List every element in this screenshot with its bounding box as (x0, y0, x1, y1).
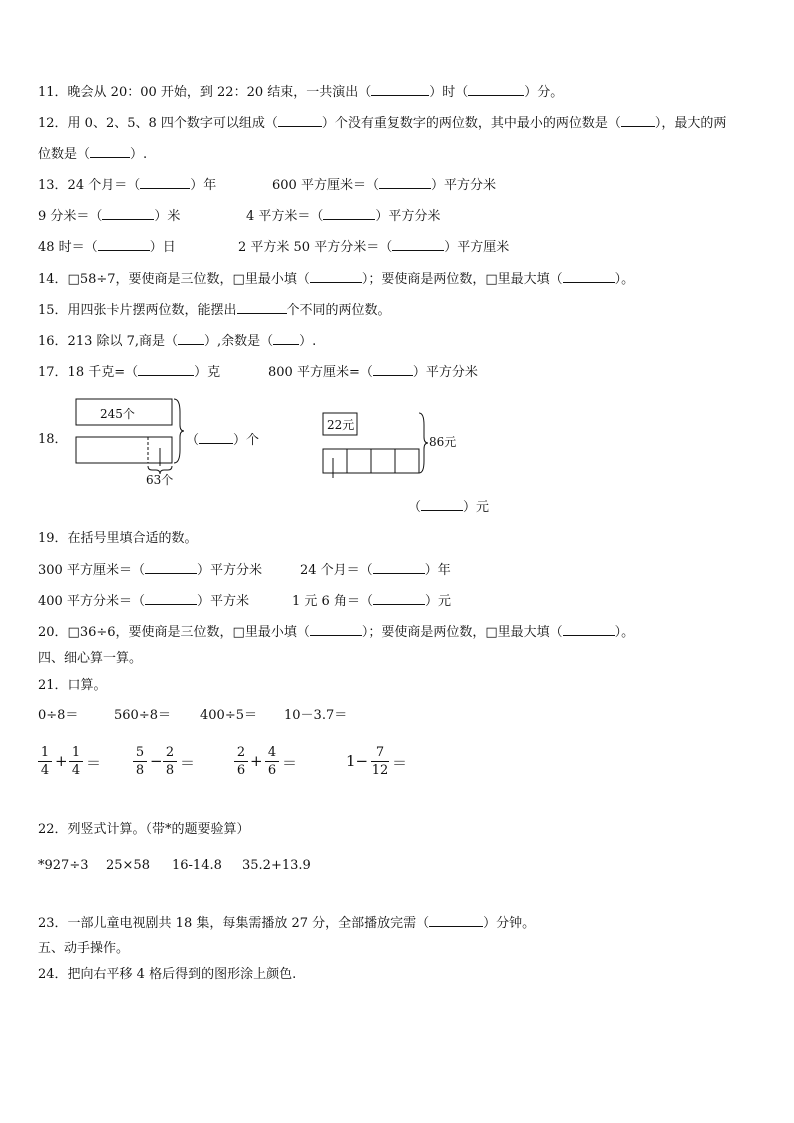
fraction: $\frac{1}{4}$ (69, 744, 83, 779)
fraction: $\frac{2}{8}$ (163, 744, 177, 779)
price-box-label: 22元 (327, 418, 355, 432)
answer-blank[interactable] (563, 624, 615, 636)
bottom-bar (76, 437, 172, 463)
brace-label: 63个 (146, 473, 174, 487)
answer-blank[interactable] (145, 593, 197, 605)
section-4-heading: 四、细心算一算。 (38, 651, 143, 666)
question-19-title: 19．在括号里填合适的数。 (38, 531, 198, 546)
question-24: 24．把向右平移 4 格后得到的图形涂上颜色. (38, 967, 297, 982)
box-label: 245个 (100, 407, 135, 421)
answer-blank[interactable] (199, 432, 233, 444)
question-19-row1-right: 24 个月＝（ ）年 (300, 563, 451, 578)
question-19-row1: 300 平方厘米＝（ ）平方分米 (38, 563, 262, 578)
answer-blank[interactable] (373, 562, 425, 574)
oral-calc-item: 400÷5＝ (200, 708, 257, 723)
grid-cell (323, 449, 347, 473)
fraction: $\frac{2}{6}$ (234, 744, 248, 779)
question-20: 20．□36÷6，要使商是三位数，□里最小填（ ）；要使商是两位数，□里最大填（ ）。 (38, 625, 635, 640)
question-13-row3: 48 时＝（ ）日 (38, 240, 176, 255)
question-15: 15．用四张卡片摆两位数，能摆出 个不同的两位数。 (38, 303, 391, 318)
question-21-title: 21．口算。 (38, 678, 107, 693)
total-label: 86元 (429, 435, 457, 449)
vertical-calc-item: 16-14.8 (172, 858, 222, 873)
question-17: 17．18 千克=（ ）克 (38, 365, 221, 380)
q18-answer-right: （ ）元 (408, 500, 490, 515)
answer-blank[interactable] (373, 593, 425, 605)
question-13-row2: 9 分米＝（ ）米 (38, 209, 181, 224)
answer-blank[interactable] (421, 499, 463, 511)
answer-blank[interactable] (310, 624, 362, 636)
vertical-calc-item: 35.2+13.9 (242, 858, 311, 873)
right-brace (174, 399, 184, 463)
question-12: 12．用 0、2、5、8 四个数字可以组成（ ）个没有重复数字的两位数，其中最小的两位数是（ ），最大的两 (38, 116, 727, 131)
oral-calc-item: 0÷8＝ (38, 708, 79, 723)
grid-cell (395, 449, 419, 473)
question-16: 16．213 除以 7,商是（ ）,余数是（ ）. (38, 334, 317, 349)
oral-calc-item: 560÷8＝ (114, 708, 171, 723)
q11-text: 11．晚会从 20：00 开始，到 22：20 结束，一共演出（ (38, 85, 372, 100)
question-12-line2: 位数是（ ）. (38, 147, 148, 162)
question-18-number: 18． (38, 432, 68, 447)
question-19-row2: 400 平方分米＝（ ）平方米 (38, 594, 249, 609)
fraction: $\frac{4}{6}$ (265, 744, 279, 779)
grid-cell (371, 449, 395, 473)
answer-blank[interactable] (145, 562, 197, 574)
oral-calc-item: 10－3.7＝ (284, 708, 348, 723)
question-17-right: 800 平方厘米=（ ）平方分米 (268, 365, 478, 380)
question-11: 11．晚会从 20：00 开始，到 22：20 结束，一共演出（ ）时（ ）分。 (38, 85, 564, 100)
question-13-row2-right: 4 平方米＝（ ）平方分米 (246, 209, 441, 224)
question-19-row2-right: 1 元 6 角＝（ ）元 (292, 594, 451, 609)
vertical-calc-item: 25×58 (106, 858, 150, 873)
question-22-title: 22．列竖式计算。（带*的题要验算） (38, 822, 250, 837)
question-14: 14．□58÷7，要使商是三位数，□里最小填（ ）；要使商是两位数，□里最大填（ ）。 (38, 272, 635, 287)
section-5-heading: 五、动手操作。 (38, 941, 130, 956)
question-13-row1-right: 600 平方厘米＝（ ）平方分米 (272, 178, 496, 193)
question-23: 23．一部儿童电视剧共 18 集，每集需播放 27 分，全部播放完需（ ）分钟。 (38, 916, 536, 931)
vertical-calc-item: *927÷3 (38, 858, 89, 873)
answer-blank[interactable] (429, 915, 483, 927)
total-brace (419, 413, 428, 473)
grid-cell (347, 449, 371, 473)
fraction: $\frac{7}{12}$ (371, 745, 389, 778)
question-13-row3-right: 2 平方米 50 平方分米＝（ ）平方厘米 (238, 240, 510, 255)
question-13-row1: 13．24 个月＝（ ）年 (38, 178, 217, 193)
fraction: $\frac{5}{8}$ (133, 744, 147, 779)
q18-answer-left: （ ）个 (186, 433, 260, 448)
fraction: $\frac{1}{4}$ (38, 744, 52, 779)
